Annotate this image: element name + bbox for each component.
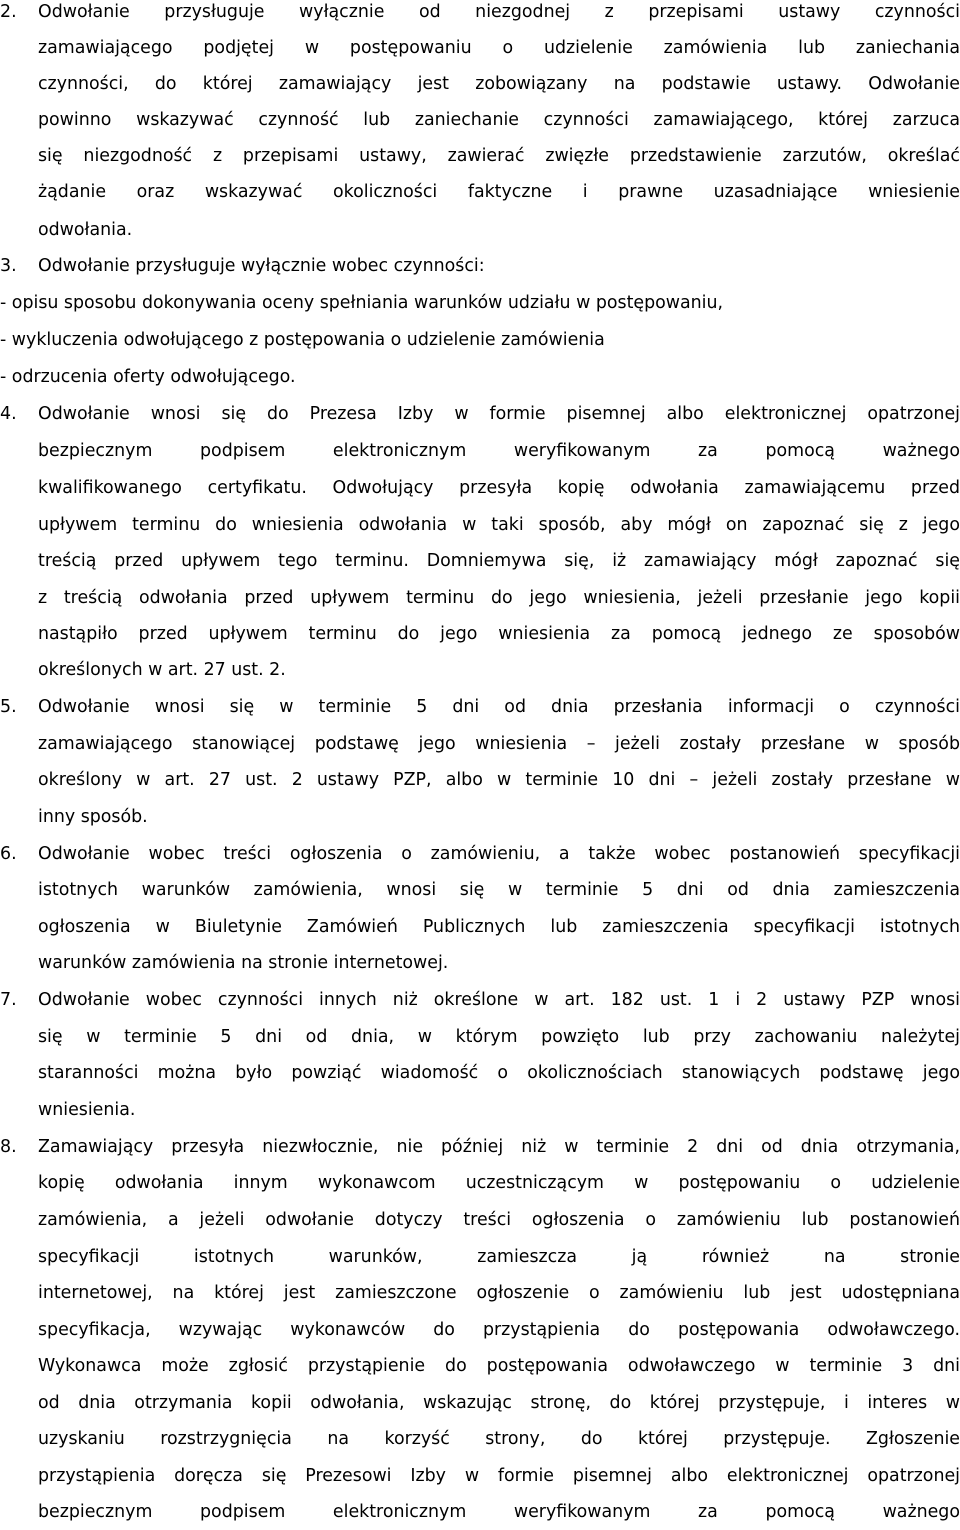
item-7-line-1: Odwołanie wobec czynności innych niż określone w art. 182 ust. 1 i 2 ustawy PZP wnosi	[38, 990, 960, 1010]
item-5-line-1: Odwołanie wnosi się w terminie 5 dni od dnia przesłania informacji o czynności	[38, 697, 960, 717]
item-2-line-3: czynności, do której zamawiający jest zobowiązany na podstawie ustawy. Odwołanie	[38, 74, 960, 94]
item-8-line-4: specyfikacji istotnych warunków, zamieszcza ją również na stronie	[38, 1247, 960, 1267]
item-4-line-6: z treścią odwołania przed upływem terminu do jego wniesienia, jeżeli przesłanie jego kopii	[38, 588, 960, 608]
item-4-line-7: nastąpiło przed upływem terminu do jego wniesienia za pomocą jednego ze sposobów	[38, 624, 960, 644]
item-number: 3.	[0, 256, 17, 276]
item-4-line-4: upływem terminu do wniesienia odwołania w taki sposób, aby mógł on zapoznać się z jego	[38, 515, 960, 535]
item-8-line-6: specyfikacja, wzywając wykonawców do przystąpienia do postępowania odwoławczego.	[38, 1320, 960, 1340]
item-5-line-2: zamawiającego stanowiącej podstawę jego wniesienia – jeżeli zostały przesłane w sposób	[38, 734, 960, 754]
item-8-line-3: zamówienia, a jeżeli odwołanie dotyczy treści ogłoszenia o zamówieniu lub postanowień	[38, 1210, 960, 1230]
item-7-line-3: staranności można było powziąć wiadomość o okolicznościach stanowiących podstawę jego	[38, 1063, 960, 1083]
item-number: 5.	[0, 697, 17, 717]
item-number: 2.	[0, 2, 17, 22]
item-8-line-9: uzyskaniu rozstrzygnięcia na korzyść strony, do której przystępuje. Zgłoszenie	[38, 1429, 960, 1449]
item-6-line-1: Odwołanie wobec treści ogłoszenia o zamówieniu, a także wobec postanowień specyfikacji	[38, 844, 960, 864]
item-3-line-4: - odrzucenia oferty odwołującego.	[0, 367, 296, 387]
item-4-line-5: treścią przed upływem tego terminu. Domniemywa się, iż zamawiający mógł zapoznać się	[38, 551, 960, 571]
item-2-line-6: żądanie oraz wskazywać okoliczności faktyczne i prawne uzasadniające wniesienie	[38, 182, 960, 202]
item-7-line-4: wniesienia.	[38, 1100, 136, 1120]
item-number: 8.	[0, 1137, 17, 1157]
item-number: 6.	[0, 844, 17, 864]
item-2-line-5: się niezgodność z przepisami ustawy, zawierać zwięzłe przedstawienie zarzutów, określać	[38, 146, 960, 166]
item-8-line-10: przystąpienia doręcza się Prezesowi Izby w formie pisemnej albo elektronicznej opatrzonej	[38, 1466, 960, 1486]
item-6-line-2: istotnych warunków zamówienia, wnosi się w terminie 5 dni od dnia zamieszczenia	[38, 880, 960, 900]
item-4-line-8: określonych w art. 27 ust. 2.	[38, 660, 286, 680]
item-6-line-3: ogłoszenia w Biuletynie Zamówień Publicznych lub zamieszczenia specyfikacji istotnych	[38, 917, 960, 937]
item-5-line-4: inny sposób.	[38, 807, 148, 827]
item-8-line-11: bezpiecznym podpisem elektronicznym weryfikowanym za pomocą ważnego	[38, 1502, 960, 1522]
item-3-line-1: Odwołanie przysługuje wyłącznie wobec czynności:	[38, 256, 485, 276]
item-3-line-2: - opisu sposobu dokonywania oceny spełniania warunków udziału w postępowaniu,	[0, 293, 724, 313]
item-4-line-1: Odwołanie wnosi się do Prezesa Izby w formie pisemnej albo elektronicznej opatrzonej	[38, 404, 960, 424]
item-8-line-8: od dnia otrzymania kopii odwołania, wskazując stronę, do której przystępuje, i interes w	[38, 1393, 960, 1413]
item-8-line-1: Zamawiający przesyła niezwłocznie, nie później niż w terminie 2 dni od dnia otrzymania,	[38, 1137, 960, 1157]
item-6-line-4: warunków zamówienia na stronie internetowej.	[38, 953, 449, 973]
item-number: 7.	[0, 990, 17, 1010]
item-number: 4.	[0, 404, 17, 424]
item-2-line-2: zamawiającego podjętej w postępowaniu o udzielenie zamówienia lub zaniechania	[38, 38, 960, 58]
item-2-line-1: Odwołanie przysługuje wyłącznie od niezgodnej z przepisami ustawy czynności	[38, 2, 960, 22]
item-2-line-7: odwołania.	[38, 220, 133, 240]
item-7-line-2: się w terminie 5 dni od dnia, w którym powzięto lub przy zachowaniu należytej	[38, 1027, 960, 1047]
item-3-line-3: - wykluczenia odwołującego z postępowania o udzielenie zamówienia	[0, 330, 605, 350]
item-5-line-3: określony w art. 27 ust. 2 ustawy PZP, albo w terminie 10 dni – jeżeli zostały przesłane w	[38, 770, 960, 790]
item-8-line-2: kopię odwołania innym wykonawcom uczestniczącym w postępowaniu o udzielenie	[38, 1173, 960, 1193]
item-2-line-4: powinno wskazywać czynność lub zaniechanie czynności zamawiającego, której zarzuca	[38, 110, 960, 130]
item-8-line-7: Wykonawca może zgłosić przystąpienie do postępowania odwoławczego w terminie 3 dni	[38, 1356, 960, 1376]
item-4-line-2: bezpiecznym podpisem elektronicznym weryfikowanym za pomocą ważnego	[38, 441, 960, 461]
item-8-line-5: internetowej, na której jest zamieszczone ogłoszenie o zamówieniu lub jest udostępniana	[38, 1283, 960, 1303]
item-4-line-3: kwalifikowanego certyfikatu. Odwołujący przesyła kopię odwołania zamawiającemu przed	[38, 478, 960, 498]
